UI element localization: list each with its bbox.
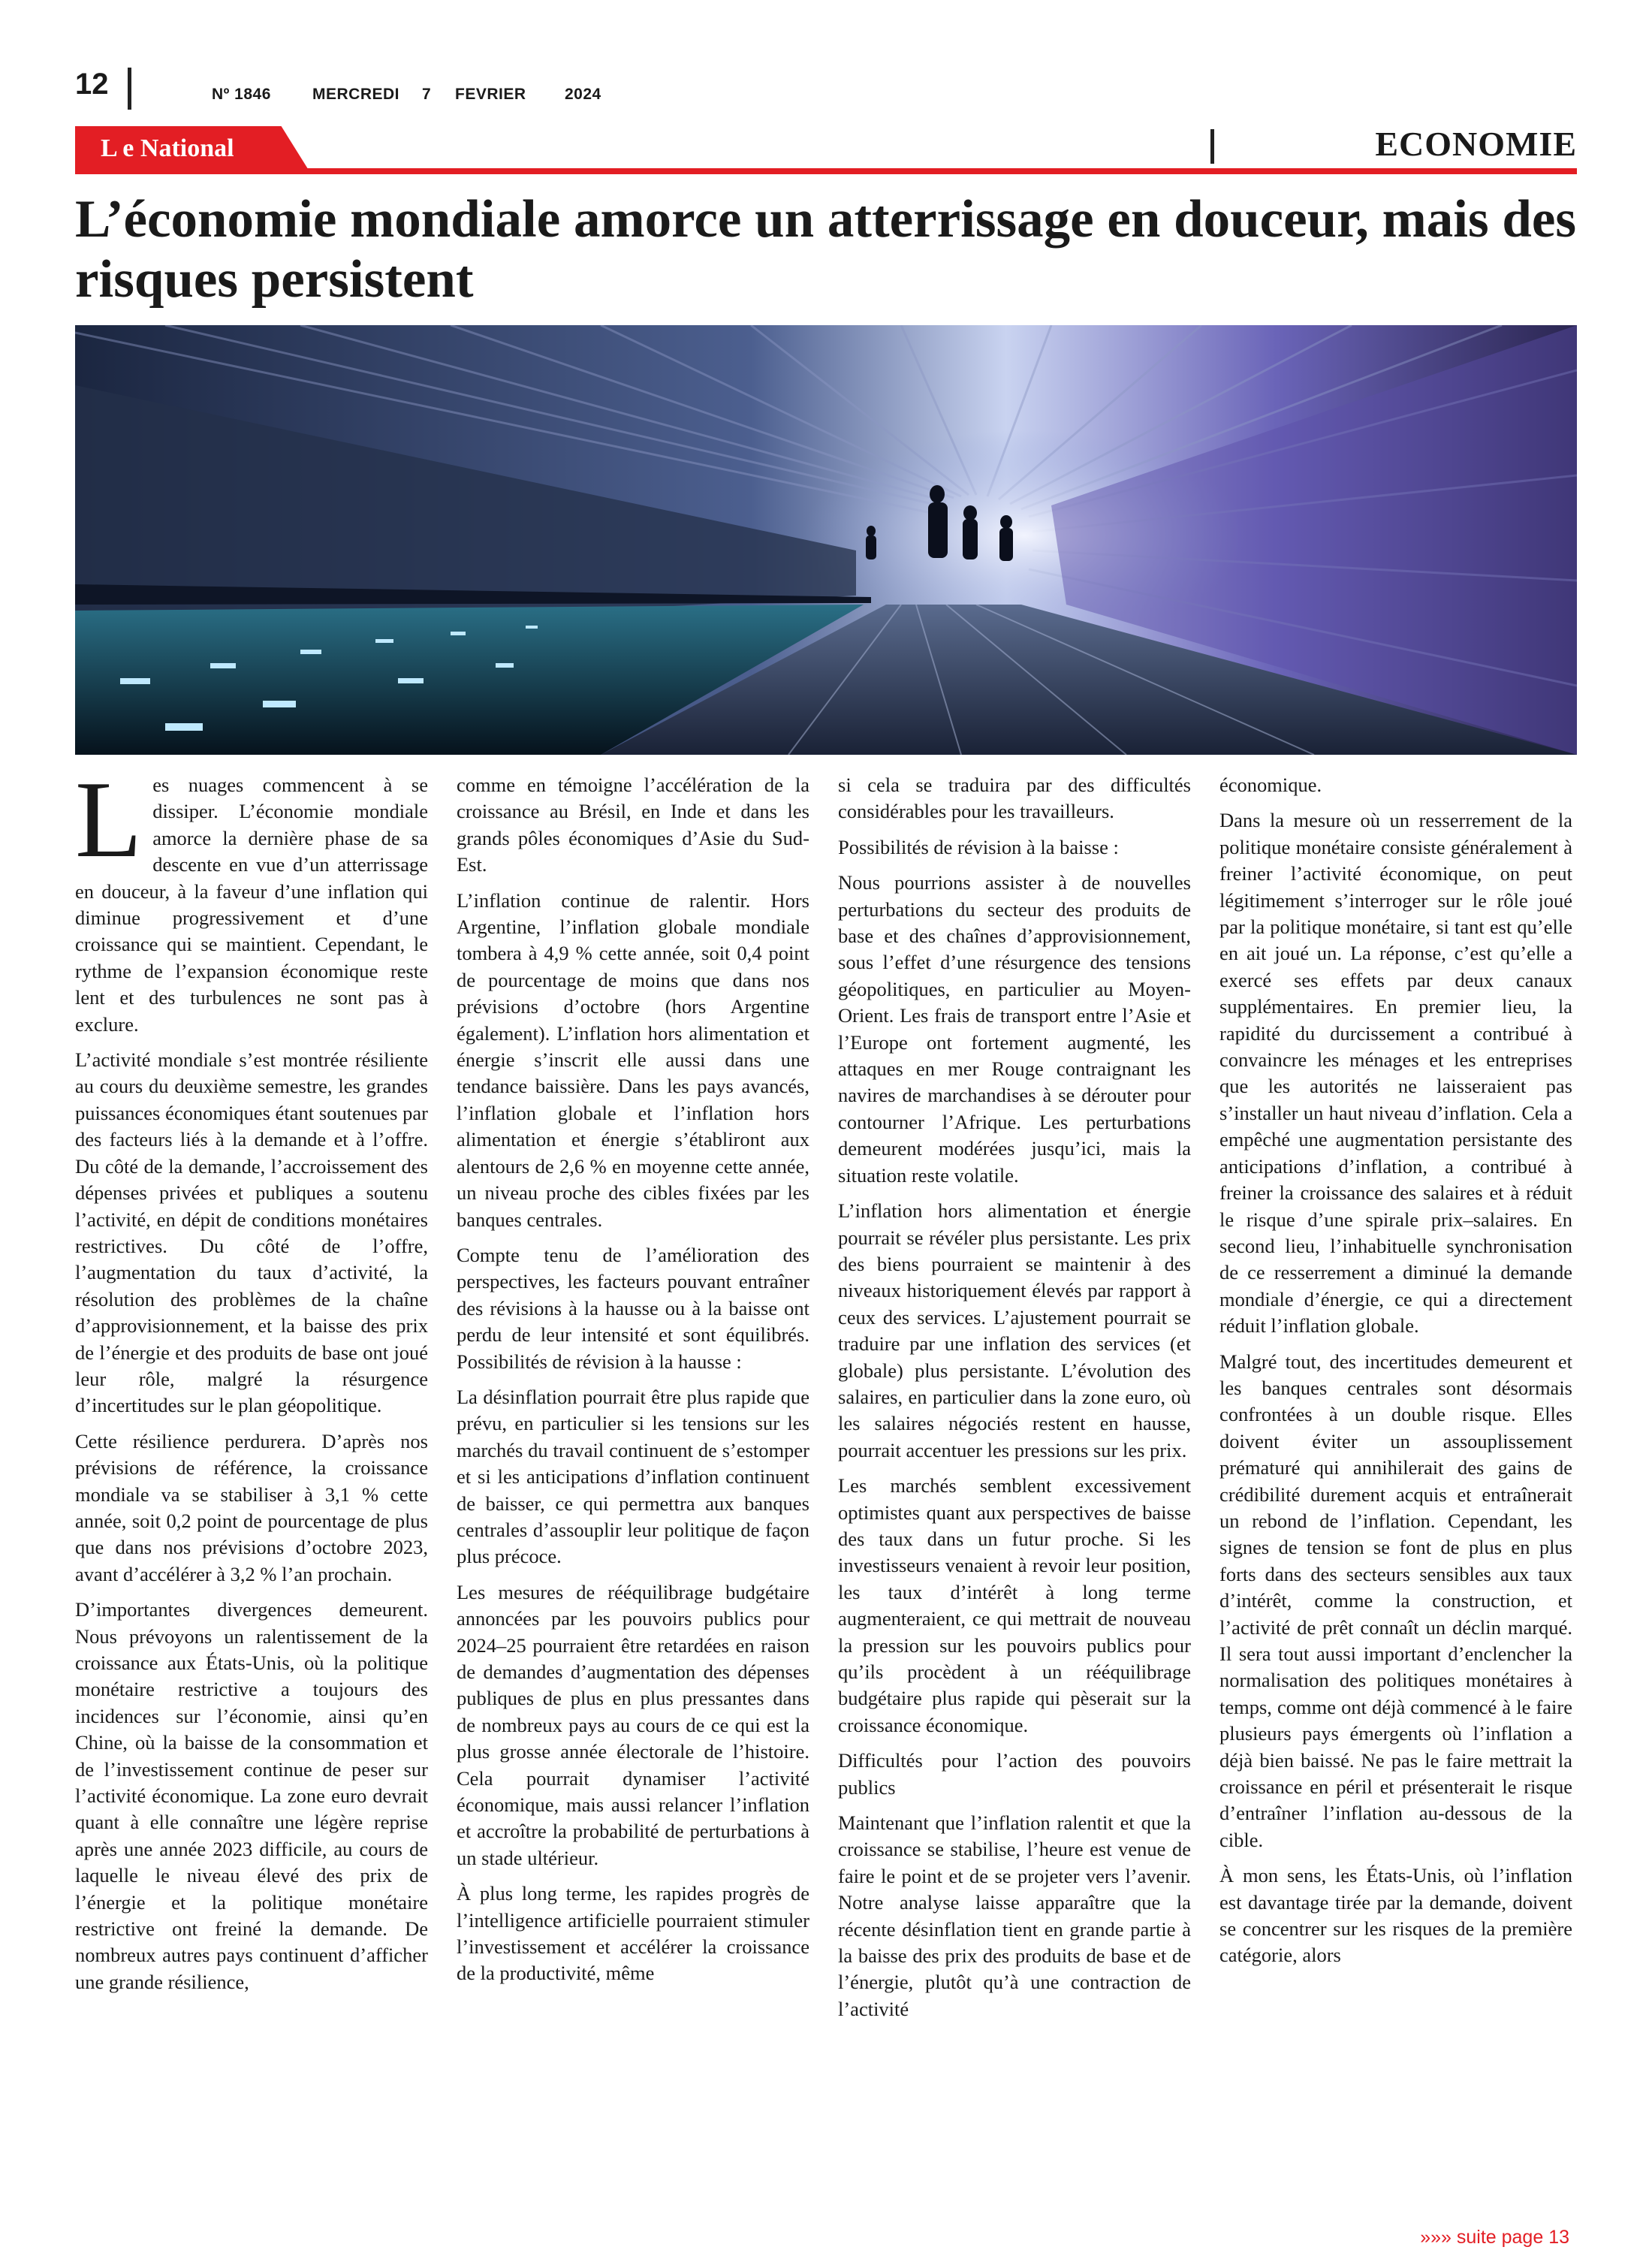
page-number-divider — [128, 68, 131, 110]
article-paragraph: si cela se traduira par des difficultés considérables pour les travailleurs. — [838, 774, 1191, 823]
issue-number: Nº 1846 — [212, 86, 271, 103]
article-paragraph: À plus long terme, les rapides progrès de l’intelligence artificielle pourraient stimuler l’investissement et accélérer la croissance de la productivité, même — [457, 1882, 809, 1985]
article-paragraph: L’activité mondiale s’est montrée résiliente au cours du deuxième semestre, les grandes puissances économiques étant soutenues par des facteurs liés à la demande et à l’offre. Du côté de la demande, l’accroissement des dépenses privées et publiques a soutenu l’activité, en dépit de conditions monétaires restrictives. Du côté de l’offre, l’augmentation du taux d’activité, la résolution des problèmes de la chaîne d’approvisionnement, et la baisse des prix de l’énergie et des produits de base ont joué leur rôle, malgré la résurgence d’incertitudes sur le plan géopolitique. — [75, 1048, 428, 1417]
article-column-3 — [838, 772, 1191, 2031]
article-column-2 — [457, 772, 809, 1996]
article-column-1 — [75, 759, 428, 2004]
article-paragraph: Malgré tout, des incertitudes demeurent et les banques centrales sont désormais confrontées à un double risque. Elles doivent éviter un assouplissement prématuré qui annihilerait des gains de crédibilité durement acquis et entraînerait un rebond de l’inflation. Cependant, les signes de tension se font de plus en plus forts dans des secteurs sensibles aux taux d’intérêt, comme la construction, et l’activité de prêt connaît un déclin marqué. Il sera tout aussi important d’enclencher la normalisation des politiques monétaires à temps, comme ont déjà commencé à le faire plusieurs pays émergents où l’inflation a déjà bien baissé. Ne pas le faire mettrait la croissance en péril et présenterait le risque d’entraîner l’inflation au-dessous de la cible. — [1219, 1350, 1572, 1851]
page-number: 12 — [75, 68, 109, 101]
header-rule — [75, 168, 1577, 174]
issue-year: 2024 — [565, 86, 601, 103]
paragraph-text: es nuages commencent à se dissiper. L’économie mondiale amorce la dernière phase de sa descente en vue d’un atterrissage en douceur, à la faveur d’une inflation qui diminue progressivement et d’une croissance qui se maintient. Cependant, le rythme de l’expansion économique reste lent et des turbulences ne sont pas à exclure. — [75, 774, 428, 1036]
article-paragraph: Maintenant que l’inflation ralentit et que la croissance se stabilise, l’heure est venue de faire le point et de se projeter vers l’avenir. Notre analyse laisse apparaître que la récente désinflation tient en grande partie à la baisse des prix des produits de base et de l’énergie, plutôt qu’à une contraction de l’activité — [838, 1811, 1191, 2020]
tunnel-walkway-image — [75, 325, 1577, 755]
publication-logo: L e National — [101, 134, 234, 162]
continuation-link[interactable]: »»» suite page 13 — [1420, 2227, 1569, 2248]
article-headline: L’économie mondiale amorce un atterrissage en douceur, mais des risques persistent — [75, 190, 1577, 309]
article-photo — [75, 325, 1577, 755]
section-divider — [1210, 129, 1214, 164]
article-paragraph: La désinflation pourrait être plus rapide que prévu, en particulier si les tensions sur les marchés du travail continuent de s’estomper et si les anticipations d’inflation continuent de baisser, ce qui permettra aux banques centrales d’assouplir leur politique de façon plus précoce. — [457, 1385, 809, 1568]
article-paragraph: Compte tenu de l’amélioration des perspectives, les facteurs pouvant entraîner des révisions à la hausse ou à la baisse ont perdu de leur intensité et sont équilibrés. Possibilités de révision à la hausse : — [457, 1243, 809, 1373]
article-paragraph: D’importantes divergences demeurent. Nous prévoyons un ralentissement de la croissance aux États-Unis, où la politique monétaire restrictive a toujours des incidences sur l’économie, ainsi qu’en Chine, où la baisse de la consommation et de l’investissement continue de peser sur l’activité économique. La zone euro devrait quant à elle connaître une légère reprise après une année 2023 difficile, au cours de laquelle le niveau élevé des prix de l’énergie et la politique monétaire restrictive ont freiné la demande. De nombreux autres pays continuent d’afficher une grande résilience, — [75, 1598, 428, 1993]
article-paragraph: Cette résilience perdurera. D’après nos prévisions de référence, la croissance mondiale va se stabiliser à 3,1 % cette année, soit 0,2 point de pourcentage de plus que dans nos prévisions d’octobre 2023, avant d’accélérer à 3,2 % l’an prochain. — [75, 1429, 428, 1585]
drop-cap: L — [75, 759, 143, 880]
article-paragraph: comme en témoigne l’accélération de la croissance au Brésil, en Inde et dans les grands pôles économiques d’Asie du Sud-Est. — [457, 774, 809, 876]
article-paragraph: À mon sens, les États-Unis, où l’inflation est davantage tirée par la demande, doivent se concentrer sur les risques de la première catégorie, alors — [1219, 1864, 1572, 1967]
article-column-4 — [1219, 772, 1572, 1978]
article-paragraph: économique. — [1219, 774, 1322, 796]
issue-month: FEVRIER — [455, 86, 526, 103]
section-title: ECONOMIE — [1375, 125, 1577, 163]
article-paragraph: Nous pourrions assister à de nouvelles perturbations du secteur des produits de base et des chaînes d’approvisionnement, sous l’effet d’une résurgence des tensions géopolitiques, en particulier au Moyen-Orient. Les frais de transport entre l’Asie et l’Europe ont fortement augmenté, les attaques en mer Rouge contraignant les navires de marchandises à se dérouter pour contourner l’Afrique. Les perturbations demeurent modérées jusqu’ici, mais la situation reste volatile. — [838, 871, 1191, 1187]
article-paragraph — [75, 759, 428, 1038]
article-subheading: Difficultés pour l’action des pouvoirs publics — [838, 1749, 1191, 1799]
article-paragraph: L’inflation hors alimentation et énergie pourrait se révéler plus persistante. Les prix des biens pourraient se maintenir à des niveaux historiquement élevés par rapport à ceux des services. L’ajustement pourrait se traduire par une inflation des services (et globale) plus persistante. L’évolution des salaires, en particulier dans la zone euro, où les salaires négociés restent en hausse, pourrait accentuer les pressions sur les prix. — [838, 1199, 1191, 1461]
article-paragraph: Les marchés semblent excessivement optimistes quant aux perspectives de baisse des taux dans un futur proche. Si les investisseurs venaient à revoir leur position, les taux d’intérêt à long terme augmenteraient, ce qui mettrait de nouveau la pression sur les pouvoirs publics pour qu’ils procèdent à un rééquilibrage budgétaire plus rapide qui pèserait sur la croissance économique. — [838, 1474, 1191, 1736]
issue-date-number: 7 — [422, 86, 432, 103]
article-subheading: Possibilités de révision à la baisse : — [838, 835, 1119, 858]
issue-day: MERCREDI — [312, 86, 400, 103]
article-paragraph: Les mesures de rééquilibrage budgétaire annoncées par les pouvoirs publics pour 2024–25 pourraient être retardées en raison de demandes d’augmentation des dépenses publiques de plus en plus pressantes dans de nombreux pays au cours de ce qui est la plus grosse année électorale de l’histoire. Cela pourrait dynamiser l’activité économique, mais aussi relancer l’inflation et accroître la probabilité de perturbations à un stade ultérieur. — [457, 1580, 809, 1869]
article-paragraph: Dans la mesure où un resserrement de la politique monétaire consiste généralement à freiner l’activité économique, on peut légitimement s’interroger sur le rôle joué par la politique monétaire, si tant est qu’elle en ait joué un. La réponse, c’est qu’elle a exercé ses effets par deux canaux supplémentaires. En premier lieu, la rapidité du durcissement a contribué à convaincre les ménages et les entreprises que les autorités ne laisseraient pas s’installer un haut niveau d’inflation. Cela a empêché une augmentation persistante des anticipations d’inflation, a contribué à freiner la croissance des salaires et à réduit le risque d’une spirale prix–salaires. En second lieu, l’inhabituelle synchronisation de ce resserrement a diminué la demande mondiale d’énergie, ce qui a directement réduit l’inflation globale. — [1219, 809, 1572, 1338]
article-paragraph: L’inflation continue de ralentir. Hors Argentine, l’inflation globale mondiale tombera à 4,9 % cette année, soit 0,4 point de pourcentage de moins que dans nos prévisions d’octobre (hors Argentine également). L’inflation hors alimentation et énergie s’inscrit elle aussi dans une tendance baissière. Dans les pays avancés, l’inflation globale et l’inflation hors alimentation et énergie s’établiront aux alentours de 2,6 % en moyenne cette année, un niveau proche des cibles fixées par les banques centrales. — [457, 888, 809, 1231]
